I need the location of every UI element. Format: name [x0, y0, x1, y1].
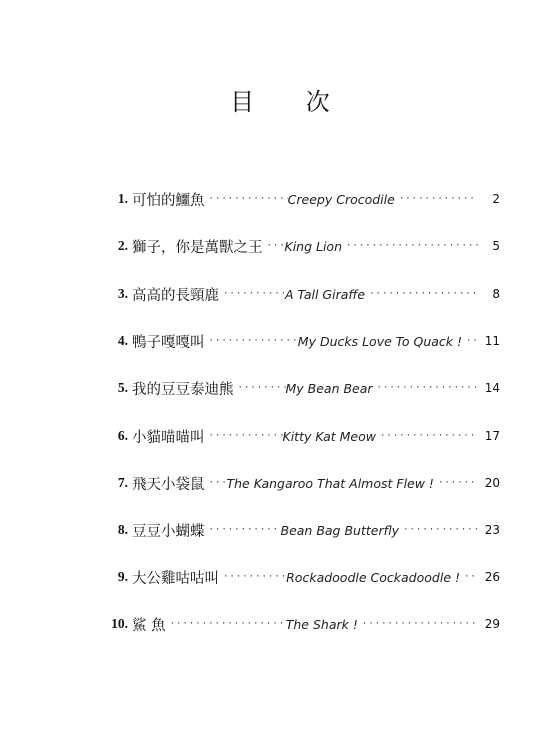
dot-leader — [365, 289, 478, 299]
entry-page-number: 17 — [484, 429, 500, 443]
toc-entry-9[interactable] — [96, 567, 500, 587]
toc-entry-10[interactable] — [96, 614, 500, 634]
entry-chinese-title: 豆豆小蝴蝶 — [132, 523, 205, 540]
entry-chinese-title: 我的豆豆泰迪熊 — [132, 381, 234, 398]
toc-entry-8[interactable] — [96, 520, 500, 540]
entry-number: 2. — [117, 238, 128, 253]
entry-number: 4. — [117, 333, 128, 348]
dot-leader — [205, 431, 283, 441]
dot-leader — [263, 241, 285, 251]
entry-english-title: Bean Bag Butterfly — [280, 522, 400, 538]
entry-page-number: 11 — [484, 334, 500, 348]
entry-number: 10. — [111, 616, 128, 631]
dot-leader — [358, 619, 478, 629]
entry-page-number: 20 — [484, 476, 500, 490]
toc-entry-6[interactable] — [96, 426, 500, 446]
entry-chinese-title: 小貓喵喵叫 — [132, 429, 205, 446]
toc-entry-7[interactable] — [96, 473, 500, 493]
entry-page-number: 8 — [492, 287, 500, 301]
entry-number: 1. — [117, 191, 128, 206]
entry-page-number: 2 — [492, 192, 500, 206]
entry-chinese-title: 高高的長頸鹿 — [132, 287, 219, 304]
dot-leader — [434, 478, 478, 488]
entry-number: 8. — [117, 522, 128, 537]
entry-number: 7. — [117, 475, 128, 490]
toc-entry-4[interactable] — [96, 331, 500, 351]
entry-english-title: My Ducks Love To Quack ! — [297, 333, 462, 349]
entry-number: 6. — [117, 428, 128, 443]
dot-leader — [219, 289, 285, 299]
entry-chinese-title: 可怕的鱷魚 — [132, 192, 205, 209]
entry-chinese-title: 鯊 魚 — [132, 617, 166, 634]
entry-chinese-title: 獅子，你是萬獸之王 — [132, 239, 263, 256]
entry-english-title: My Bean Bear — [285, 380, 373, 396]
dot-leader — [166, 619, 286, 629]
dot-leader — [395, 194, 478, 204]
entry-english-title: The Kangaroo That Almost Flew ! — [226, 475, 434, 491]
dot-leader — [234, 383, 286, 393]
dot-leader — [205, 194, 288, 204]
entry-english-title: King Lion — [284, 238, 343, 254]
dot-leader — [205, 478, 227, 488]
entry-number: 3. — [117, 286, 128, 301]
entry-chinese-title: 大公雞咕咕叫 — [132, 570, 219, 587]
dot-leader — [460, 572, 478, 582]
entry-page-number: 5 — [492, 239, 500, 253]
entry-chinese-title: 鴨子嘎嘎叫 — [132, 334, 205, 351]
entry-page-number: 26 — [484, 570, 500, 584]
dot-leader — [376, 431, 478, 441]
entry-english-title: Kitty Kat Meow — [282, 428, 376, 444]
page-title: 目 次 — [230, 88, 352, 116]
dot-leader — [342, 241, 478, 251]
toc-entry-1[interactable] — [96, 189, 500, 209]
entry-chinese-title: 飛天小袋鼠 — [132, 476, 205, 493]
dot-leader — [399, 525, 478, 535]
entry-number: 9. — [117, 569, 128, 584]
dot-leader — [462, 336, 478, 346]
dot-leader — [205, 336, 298, 346]
dot-leader — [373, 383, 478, 393]
entry-page-number: 14 — [484, 381, 500, 395]
toc-entry-2[interactable] — [96, 236, 500, 256]
entry-english-title: Creepy Crocodile — [287, 191, 395, 207]
entry-english-title: Rockadoodle Cockadoodle ! — [286, 569, 460, 585]
toc-entry-5[interactable] — [96, 378, 500, 398]
entry-page-number: 23 — [484, 523, 500, 537]
dot-leader — [205, 525, 281, 535]
entry-english-title: A Tall Giraffe — [285, 286, 366, 302]
entry-english-title: The Shark ! — [285, 616, 358, 632]
toc-entry-3[interactable] — [96, 284, 500, 304]
dot-leader — [219, 572, 286, 582]
entry-number: 5. — [117, 380, 128, 395]
entry-page-number: 29 — [484, 617, 500, 631]
